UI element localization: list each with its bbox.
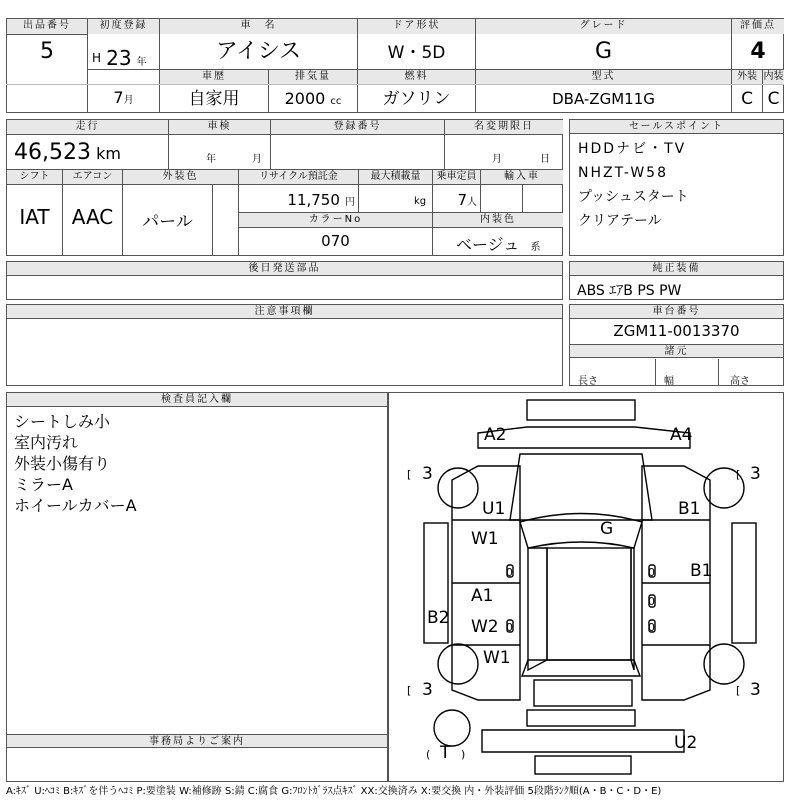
score-label: 評価点 bbox=[732, 19, 784, 34]
mark-b1-side: B1 bbox=[690, 561, 713, 581]
mileage-unit: km bbox=[96, 144, 121, 163]
zero-mark: 0 bbox=[648, 595, 655, 608]
month: 7 bbox=[113, 88, 124, 107]
mark-a1: A1 bbox=[471, 586, 494, 606]
recycle-unit: 円 bbox=[345, 197, 355, 208]
load-label: 最大積載量 bbox=[359, 170, 432, 184]
interior-color-label: 内装色 bbox=[433, 213, 563, 227]
svg-text:[: [ bbox=[407, 468, 412, 481]
displacement bbox=[269, 86, 357, 112]
capacity-unit: 人 bbox=[467, 197, 477, 208]
tire-mark-front-right: 3 bbox=[750, 464, 761, 484]
genuine-equipment-label: 純正装備 bbox=[570, 262, 783, 276]
capacity bbox=[433, 190, 477, 210]
mark-g: G bbox=[600, 519, 614, 539]
zero-mark: 0 bbox=[506, 566, 513, 579]
mark-b1-top: B1 bbox=[678, 499, 701, 519]
inspector-note: 外装小傷有り bbox=[14, 454, 111, 473]
mark-a4: A4 bbox=[670, 425, 693, 445]
genuine-equipment: ABS ｴｱB PS PW bbox=[577, 283, 682, 299]
dims-label: 諸元 bbox=[570, 344, 783, 358]
zero-mark: 0 bbox=[506, 621, 513, 634]
interior-color bbox=[456, 232, 561, 254]
hood-shape bbox=[510, 454, 652, 520]
load-unit: kg bbox=[414, 196, 427, 207]
inspector-note: 室内汚れ bbox=[14, 433, 79, 452]
front-panel-shape bbox=[478, 425, 693, 448]
fuel: ガソリン bbox=[382, 89, 451, 109]
mark-t: T bbox=[440, 743, 451, 763]
zero-mark: 0 bbox=[648, 566, 655, 579]
inspector-notes bbox=[14, 411, 374, 516]
dims-width: 幅 bbox=[664, 376, 674, 387]
ac: AAC bbox=[71, 205, 114, 229]
office-label: 事務局よりご案内 bbox=[7, 734, 387, 748]
grade-label: グレード bbox=[476, 19, 731, 34]
zero-mark: 0 bbox=[648, 621, 655, 634]
wheel-rear-left-shape bbox=[438, 644, 478, 684]
inspector-note: ホイールカバーA bbox=[14, 496, 137, 515]
inspector-note: シートしみ小 bbox=[14, 412, 111, 431]
dims-height: 高さ bbox=[730, 376, 750, 387]
legend: A:ｷｽﾞ U:ﾍｺﾐ B:ｷｽﾞを伴うﾍｺﾐ P:要塗装 W:補修跡 S:錆 C:腐食 G:ﾌﾛﾝﾄｶﾞﾗｽ点ｷｽﾞ XX:交換済み X:要交換 内・外装評価 5段階ﾗﾝｸ順(A・B・C・D・E) bbox=[6, 786, 662, 797]
score: 4 bbox=[750, 39, 766, 64]
sales-points-label: セールスポイント bbox=[570, 120, 783, 134]
later-parts-label: 後日発送部品 bbox=[7, 262, 562, 276]
ac-label: エアコン bbox=[63, 170, 122, 184]
interior-color-unit: 系 bbox=[530, 242, 541, 253]
shift-label: シフト bbox=[7, 170, 62, 184]
sales-points-list bbox=[578, 137, 778, 233]
mileage bbox=[14, 139, 168, 167]
tire-mark-front-left: 3 bbox=[422, 464, 433, 484]
inspector-note: ミラーA bbox=[14, 475, 73, 494]
first-reg-year bbox=[92, 46, 158, 72]
recycle-value: 11,750 bbox=[287, 191, 340, 209]
sales-point-item: プッシュスタート bbox=[578, 189, 689, 205]
year-unit: 年 bbox=[136, 57, 147, 68]
mark-w1-bottom: W1 bbox=[483, 648, 511, 668]
inspection-month: 月 bbox=[252, 154, 262, 165]
front-bumper-shape bbox=[527, 400, 635, 420]
caution-label: 注意事項欄 bbox=[7, 305, 562, 319]
mileage-value: 46,523 bbox=[14, 140, 91, 165]
color-no-label: カラーNo bbox=[239, 213, 432, 227]
chassis-number: ZGM11-0013370 bbox=[613, 322, 740, 340]
mark-a2: A2 bbox=[484, 425, 507, 445]
exterior-color: パール bbox=[142, 212, 193, 232]
tire-mark-rear-left: 3 bbox=[422, 680, 433, 700]
svg-text:(: ( bbox=[426, 748, 431, 761]
deadline-day: 日 bbox=[540, 154, 550, 165]
deadline-label: 名変期限日 bbox=[445, 120, 563, 134]
interior-score: C bbox=[767, 89, 780, 109]
door-label: ドア形状 bbox=[358, 19, 475, 34]
right-skirt-shape bbox=[732, 523, 756, 643]
dims-length: 長さ bbox=[578, 376, 598, 387]
rear-bumper-shape bbox=[527, 710, 635, 726]
mark-u2: U2 bbox=[674, 733, 698, 753]
tire-mark-rear-right: 3 bbox=[750, 680, 761, 700]
tailgate-shape bbox=[534, 680, 632, 706]
sales-point-item: NHZT-W58 bbox=[578, 165, 668, 181]
exterior-label: 外装 bbox=[732, 70, 762, 84]
capacity-value: 7 bbox=[457, 191, 467, 209]
sales-point-item: HDDナビ・TV bbox=[578, 141, 687, 157]
import-label: 輸入車 bbox=[481, 170, 563, 184]
right-pillar-shape bbox=[631, 548, 634, 670]
rear-bumper-lower-shape bbox=[482, 730, 684, 752]
first-reg-month bbox=[88, 88, 159, 112]
exterior-score: C bbox=[741, 89, 753, 109]
lot-no-label: 出品番号 bbox=[7, 19, 87, 34]
displacement-label: 排気量 bbox=[269, 70, 357, 84]
roof-shape bbox=[547, 548, 631, 660]
mileage-label: 走行 bbox=[7, 120, 168, 134]
rear-lower-shape bbox=[535, 756, 631, 774]
inspector-label: 検査員記入欄 bbox=[7, 393, 387, 407]
history: 自家用 bbox=[188, 89, 240, 109]
recycle-label: リサイクル預託金 bbox=[239, 170, 358, 184]
svg-text:[: [ bbox=[736, 468, 741, 481]
car-name-label: 車 名 bbox=[160, 19, 357, 34]
color-label: 外装色 bbox=[123, 170, 238, 184]
car-name: アイシス bbox=[215, 39, 302, 64]
door-type: W・5D bbox=[387, 43, 446, 63]
mark-b2: B2 bbox=[427, 608, 450, 628]
model-label: 型式 bbox=[476, 70, 731, 84]
year: 23 bbox=[106, 46, 132, 70]
mark-w2: W2 bbox=[471, 617, 499, 637]
sales-point-item: クリアテール bbox=[578, 213, 662, 229]
interior-label: 内装 bbox=[763, 71, 784, 82]
reg-no-label: 登録番号 bbox=[271, 120, 444, 134]
svg-text:[: [ bbox=[736, 684, 741, 697]
svg-text:): ) bbox=[461, 748, 466, 761]
inspection-label: 車検 bbox=[169, 120, 270, 134]
interior-color-value: ベージュ bbox=[456, 235, 520, 254]
chassis-label: 車台番号 bbox=[570, 305, 783, 319]
lot-no: 5 bbox=[40, 39, 54, 64]
shift: IAT bbox=[19, 205, 50, 229]
history-label: 車歴 bbox=[160, 70, 268, 84]
inspection-year: 年 bbox=[206, 154, 216, 165]
mark-w1-top: W1 bbox=[471, 529, 499, 549]
fuel-label: 燃料 bbox=[358, 70, 475, 84]
capacity-label: 乗車定員 bbox=[433, 170, 480, 184]
displacement-value: 2000 bbox=[284, 89, 326, 108]
era: H bbox=[92, 51, 102, 65]
displacement-unit: cc bbox=[330, 96, 342, 107]
svg-text:[: [ bbox=[407, 684, 412, 697]
wheel-front-left-shape bbox=[438, 468, 478, 508]
rear-window-shape bbox=[522, 660, 640, 676]
color-no: 070 bbox=[321, 232, 350, 250]
first-reg-label: 初度登録 bbox=[88, 19, 159, 34]
windshield-shape bbox=[520, 514, 642, 549]
grade: G bbox=[594, 39, 613, 64]
recycle bbox=[239, 190, 355, 210]
car-damage-diagram bbox=[389, 393, 783, 781]
model: DBA-ZGM11G bbox=[552, 90, 655, 108]
left-pillar-shape bbox=[528, 548, 547, 670]
month-unit: 月 bbox=[123, 95, 134, 106]
spare-tire-shape bbox=[434, 710, 470, 746]
mark-u1: U1 bbox=[482, 499, 506, 519]
deadline-month: 月 bbox=[492, 154, 502, 165]
